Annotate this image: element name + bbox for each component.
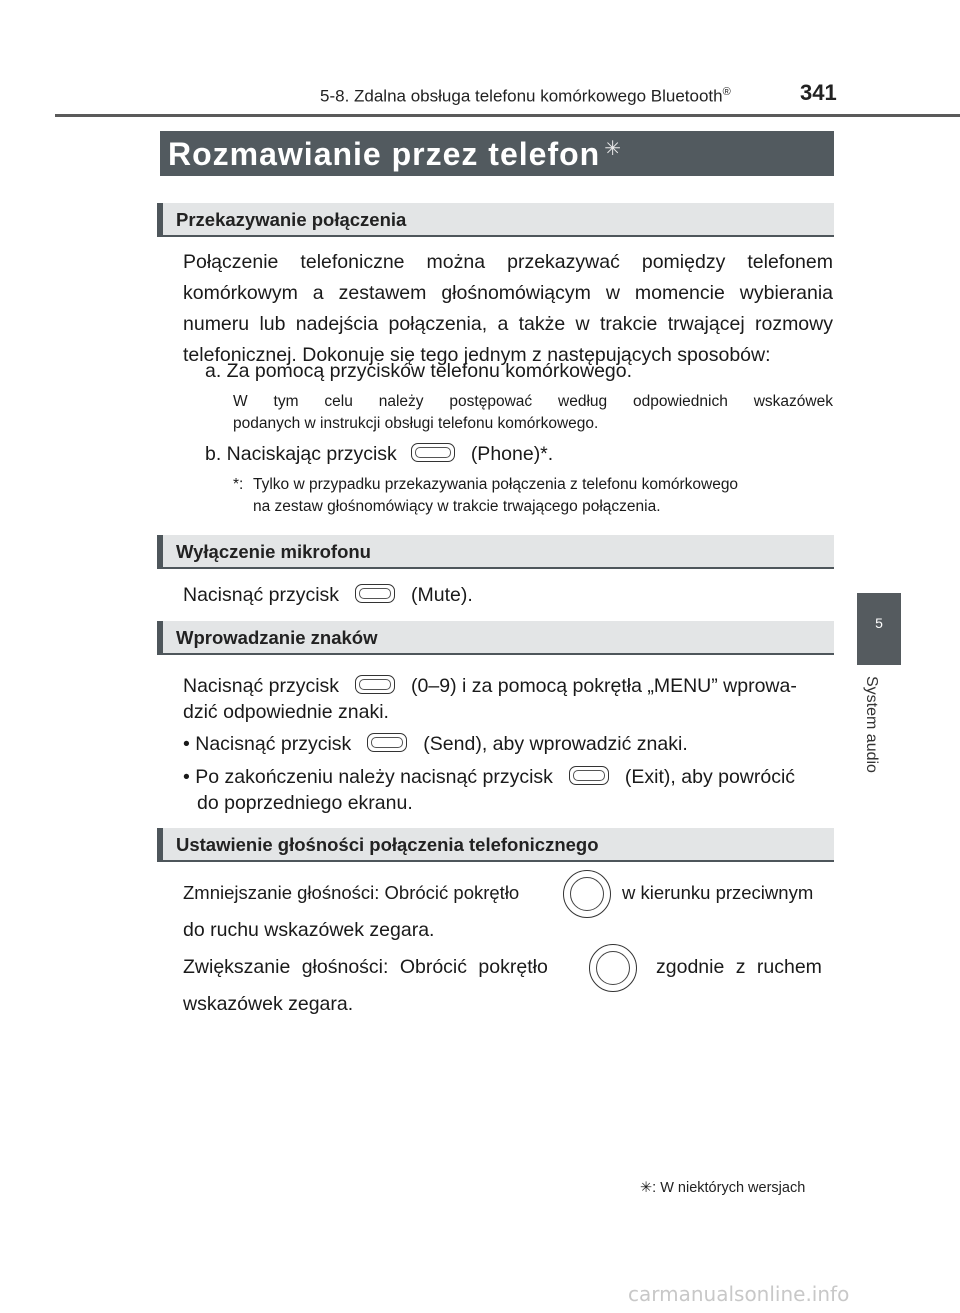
input-bullet-send [183, 733, 688, 756]
page-title [168, 136, 622, 173]
volume-down-after: w kierunku przeciwnym [622, 882, 814, 903]
volume-up-after: zgodnie z ruchem [656, 956, 822, 978]
header-rule [55, 114, 960, 117]
input-bullet-exit-suffix: (Exit), aby powrócić [624, 766, 796, 788]
section-heading-mute [157, 535, 834, 569]
transfer-option-b-text: b. Naciskając przycisk [205, 443, 397, 465]
page-title-text: Rozmawianie przez telefon [168, 136, 601, 172]
transfer-option-b-suffix: (Phone)*. [470, 443, 554, 465]
input-line-1 [183, 675, 797, 698]
footnote [640, 1180, 805, 1196]
volume-up-cont: wskazówek zegara. [183, 993, 354, 1015]
section-heading-transfer [157, 203, 834, 237]
send-button-icon [367, 733, 407, 752]
footnote-asterisk: *: [233, 476, 244, 493]
watermark: carmanualsonline.info [628, 1282, 850, 1306]
transfer-option-a-note-line-1: W tym celu należy postępować według odpowiednich wskazówek [233, 393, 833, 410]
transfer-option-b [205, 443, 553, 466]
exit-button-icon [569, 766, 609, 785]
registered-mark: ® [722, 86, 731, 98]
version-star-icon: ✳ [604, 138, 622, 160]
volume-knob-icon-2 [589, 944, 637, 992]
footnote-text: : W niektórych wersjach [652, 1180, 806, 1196]
input-bullet-send-suffix: (Send), aby wprowadzić znaki. [423, 733, 688, 755]
volume-up-before: Zwiększanie głośności: Obrócić pokrętło [183, 956, 548, 978]
transfer-option-b-note-line-1 [233, 474, 833, 496]
mute-text: Nacisnąć przycisk [183, 584, 340, 606]
section-heading-transfer-text: Przekazywanie połączenia [176, 209, 407, 230]
section-heading-input [157, 621, 834, 655]
input-line-1-suffix: (0–9) i za pomocą pokrętła „MENU” wprowa- [411, 675, 797, 697]
phone-button-icon [411, 443, 455, 462]
mute-suffix: (Mute). [411, 584, 473, 606]
page-title-bar [160, 131, 834, 176]
running-head-text: 5-8. Zdalna obsługa telefonu komórkowego Bluetooth [320, 86, 723, 106]
volume-down-cont: do ruchu wskazówek zegara. [183, 919, 435, 941]
section-heading-volume [157, 828, 834, 862]
input-bullet-exit [183, 766, 795, 789]
transfer-line-2: komórkowym a zestawem głośnomówiącym w momencie wybierania [183, 282, 833, 304]
transfer-option-b-note-line-2: na zestaw głośnomówiący w trakcie trwającego połączenia. [253, 498, 661, 515]
input-line-1-text: Nacisnąć przycisk [183, 675, 340, 697]
transfer-paragraph [183, 247, 833, 371]
volume-down-before: Zmniejszanie głośności: Obrócić pokrętło [183, 882, 520, 903]
running-head [320, 86, 731, 107]
volume-knob-icon [563, 870, 611, 918]
input-bullet-exit-cont: do poprzedniego ekranu. [197, 792, 413, 814]
chapter-number: 5 [875, 615, 883, 631]
footnote-star-icon: ✳ [640, 1180, 653, 1196]
transfer-option-b-note [233, 474, 833, 518]
transfer-line-3: numeru lub nadejścia połączenia, a także w trakcie trwającej rozmowy [183, 313, 833, 335]
input-line-2: dzić odpowiednie znaki. [183, 701, 389, 723]
transfer-line-4: telefonicznej. Dokonuje się tego jednym z następujących sposobów: [183, 344, 771, 366]
transfer-option-a: a. Za pomocą przycisków telefonu komórkowego. [205, 360, 633, 382]
transfer-option-a-note-line-2: podanych w instrukcji obsługi telefonu komórkowego. [233, 415, 599, 432]
section-heading-input-text: Wprowadzanie znaków [176, 627, 378, 648]
chapter-label: System audio [863, 676, 880, 773]
section-heading-mute-text: Wyłączenie mikrofonu [176, 541, 371, 562]
transfer-option-b-note-text-1: Tylko w przypadku przekazywania połączenia z telefonu komórkowego [253, 476, 739, 493]
section-heading-volume-text: Ustawienie głośności połączenia telefonicznego [176, 834, 599, 855]
input-bullet-send-text: • Nacisnąć przycisk [183, 733, 352, 755]
transfer-line-1: Połączenie telefoniczne można przekazywać pomiędzy telefonem [183, 251, 833, 273]
mute-instruction [183, 584, 473, 607]
digit-button-icon [355, 675, 395, 694]
input-bullet-exit-text: • Po zakończeniu należy nacisnąć przycisk [183, 766, 553, 788]
chapter-tab [857, 593, 901, 665]
page-number: 341 [800, 80, 837, 105]
transfer-option-a-note [233, 391, 833, 435]
mute-button-icon [355, 584, 395, 603]
